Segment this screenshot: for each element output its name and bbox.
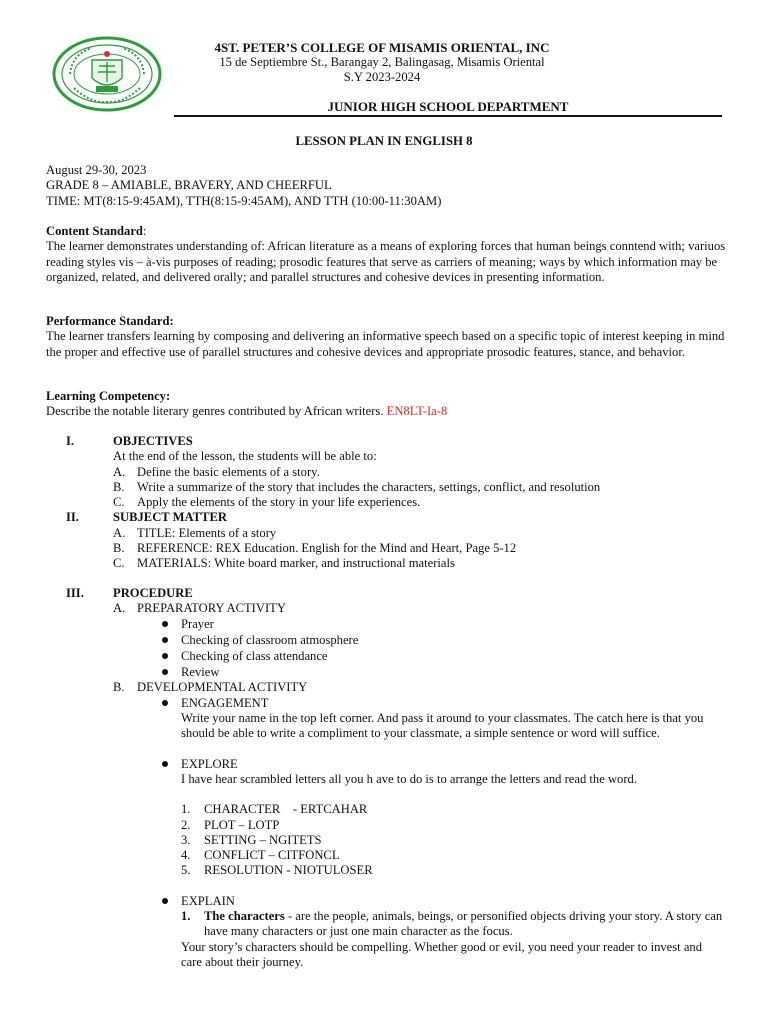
- bullet-icon: [162, 700, 168, 706]
- preparatory-item: Review: [181, 665, 220, 679]
- explore-number: 4.: [181, 848, 191, 862]
- preparatory-item: Prayer: [181, 617, 214, 631]
- objective-letter: C.: [113, 495, 125, 509]
- document-title: LESSON PLAN IN ENGLISH 8: [295, 134, 473, 148]
- department-name: JUNIOR HIGH SCHOOL DEPARTMENT: [327, 99, 569, 114]
- lesson-time: TIME: MT(8:15-9:45AM), TTH(8:15-9:45AM), AND TTH (10:00-11:30AM): [46, 193, 442, 208]
- explain-definition: [204, 909, 726, 940]
- explain-definition-text: - are the people, animals, beings, or personified objects driving your story. A story can have many characters or just one main character as the focus.: [204, 909, 723, 939]
- preparatory-item: Checking of class attendance: [181, 649, 328, 663]
- explore-word: PLOT – LOTP: [204, 818, 280, 832]
- subject-letter: C.: [113, 556, 125, 570]
- objectives-heading: OBJECTIVES: [113, 434, 193, 448]
- bullet-icon: [162, 621, 168, 627]
- performance-standard-text: The learner transfers learning by composing and delivering an informative speech based on a specific topic of interest keeping in mind the proper and effective use of parallel structures and cohesive devices and appropriate prosodic features, stance, and behavior.: [46, 329, 725, 359]
- header-divider: [174, 115, 722, 117]
- lesson-meta: [46, 163, 726, 209]
- explain-label: EXPLAIN: [181, 894, 235, 908]
- explore-number: 3.: [181, 833, 191, 847]
- bullet-icon: [162, 653, 168, 659]
- performance-standard-heading: Performance Standard:: [46, 314, 174, 328]
- explore-word: SETTING – NGITETS: [204, 833, 322, 847]
- performance-standard: [46, 314, 726, 360]
- developmental-label: DEVELOPMENTAL ACTIVITY: [137, 680, 308, 694]
- explore-word: CHARACTER - ERTCAHAR: [204, 802, 368, 816]
- explain-followup: Your story’s characters should be compelling. Whether good or evil, you need your reader to invest and care about their journey.: [181, 940, 702, 970]
- school-address: 15 de Septiembre St., Barangay 2, Balingasag, Misamis Oriental: [219, 55, 545, 69]
- content-standard-colon: :: [142, 224, 147, 238]
- objective-item: Write a summarize of the story that includes the characters, settings, conflict, and resolution: [137, 480, 601, 494]
- subject-letter: A.: [113, 526, 126, 540]
- developmental-letter: B.: [113, 680, 125, 694]
- engagement-label: ENGAGEMENT: [181, 696, 269, 710]
- bullet-icon: [162, 669, 168, 675]
- learning-competency-text: Describe the notable literary genres contributed by African writers.: [46, 404, 384, 419]
- bullet-icon: [162, 761, 168, 767]
- bullet-icon: [162, 898, 168, 904]
- explore-word: CONFLICT – CITFONCL: [204, 848, 340, 862]
- school-name: 4ST. PETER’S COLLEGE OF MISAMIS ORIENTAL, INC: [214, 40, 550, 55]
- preparatory-item: Checking of classroom atmosphere: [181, 633, 359, 647]
- subject-matter-heading: SUBJECT MATTER: [113, 510, 227, 524]
- explore-number: 1.: [181, 802, 191, 816]
- objective-item: Apply the elements of the story in your life experiences.: [137, 495, 421, 509]
- explore-word: RESOLUTION - NIOTULOSER: [204, 863, 373, 877]
- content-standard: [46, 224, 726, 286]
- objective-item: Define the basic elements of a story.: [137, 465, 320, 479]
- engagement-text: Write your name in the top left corner. And pass it around to your classmates. The catch here is that you should be able to write a compliment to your classmate, a simple sentence or word will suffice.: [181, 711, 704, 741]
- explore-label: EXPLORE: [181, 757, 238, 771]
- competency-code: EN8LT-Ia-8: [386, 404, 448, 419]
- objectives-number: I.: [66, 434, 75, 448]
- subject-matter-number: II.: [66, 510, 79, 524]
- subject-letter: B.: [113, 541, 125, 555]
- content-standard-heading: Content Standard: [46, 224, 143, 238]
- preparatory-label: PREPARATORY ACTIVITY: [137, 601, 286, 615]
- learning-competency-heading: Learning Competency:: [46, 389, 171, 403]
- subject-item: REFERENCE: REX Education. English for the Mind and Heart, Page 5-12: [137, 541, 517, 555]
- explain-item-number: 1.: [181, 909, 191, 923]
- explore-number: 2.: [181, 818, 191, 832]
- objective-letter: A.: [113, 465, 126, 479]
- objective-letter: B.: [113, 480, 125, 494]
- explore-text: I have hear scrambled letters all you h ave to do is to arrange the letters and read the word.: [181, 772, 637, 786]
- procedure-heading: PROCEDURE: [113, 586, 193, 600]
- subject-item: TITLE: Elements of a story: [137, 526, 277, 540]
- school-seal-logo: [52, 36, 162, 112]
- bullet-icon: [162, 637, 168, 643]
- explain-term: The characters: [204, 909, 285, 923]
- procedure-number: III.: [66, 586, 84, 600]
- lesson-grade: GRADE 8 – AMIABLE, BRAVERY, AND CHEERFUL: [46, 178, 332, 193]
- objectives-intro: At the end of the lesson, the students will be able to:: [113, 449, 377, 463]
- lesson-date: August 29-30, 2023: [46, 163, 147, 177]
- content-standard-text: The learner demonstrates understanding of: African literature as a means of exploring forces that human beings conntend with; variuos reading styles vis – à-vis purposes of reading; prosodic features that serve as carriers of meaning; ways by which information may be organized, related, and delivered orally; and parallel structures and cohesive devices in presenting information.: [46, 239, 726, 285]
- school-year: S.Y 2023-2024: [343, 70, 421, 84]
- learning-competency: [46, 389, 726, 420]
- explore-number: 5.: [181, 863, 191, 877]
- subject-item: MATERIALS: White board marker, and instructional materials: [137, 556, 455, 570]
- preparatory-letter: A.: [113, 601, 126, 615]
